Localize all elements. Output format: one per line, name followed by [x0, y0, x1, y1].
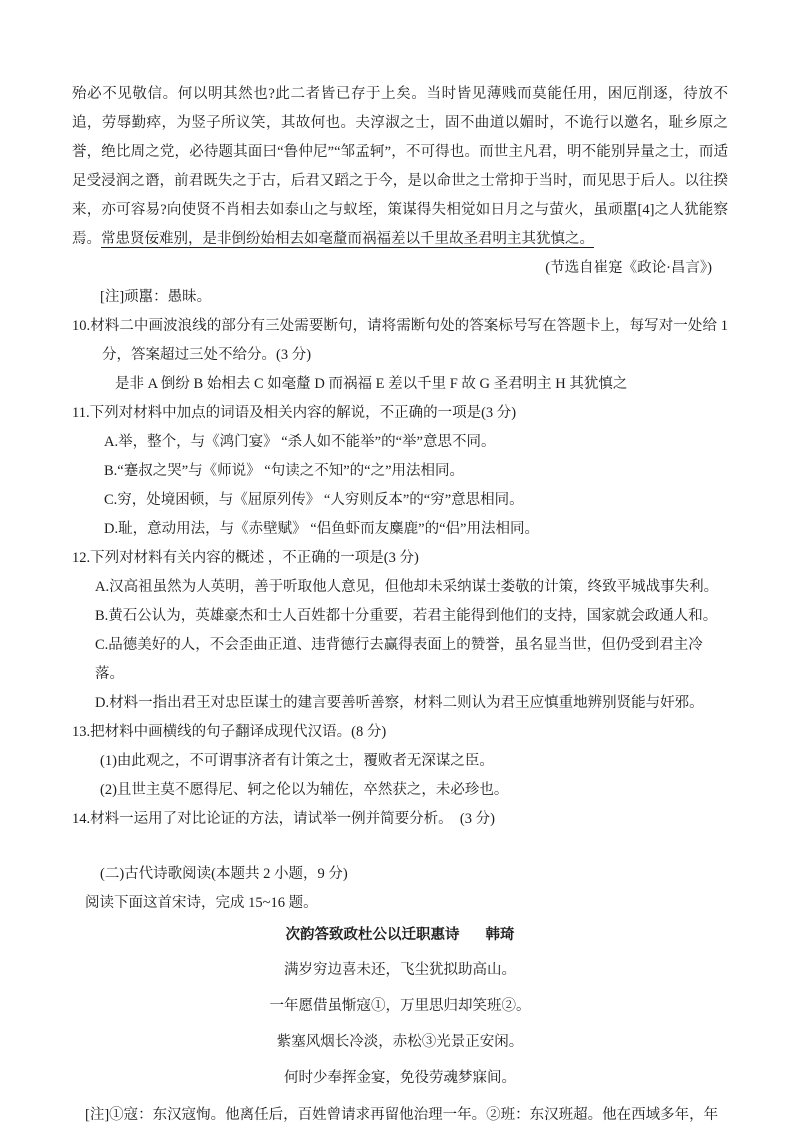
- poem-author: 韩琦: [485, 927, 515, 943]
- poem-line-3: 紫塞风烟长冷淡，赤松③光景正安闲。: [276, 1034, 524, 1050]
- question-13-part-2: (2)且世主莫不愿得尼、轲之伦以为辅佐，卒然获之，未必珍也。: [100, 782, 509, 798]
- question-11-option-d: D.耻，意动用法，与《赤壁赋》 “侣鱼虾而友麋鹿”的“侣”用法相同。: [104, 521, 539, 537]
- poetry-section-heading: (二)古代诗歌阅读(本题共 2 小题，9 分): [100, 866, 348, 882]
- question-11-option-b: B.“蹇叔之哭”与《师说》 “句读之不知”的“之”用法相同。: [104, 463, 465, 479]
- passage-paragraph: [72, 80, 728, 254]
- poem-footnote: [注]①寇：东汉寇恂。他离任后，百姓曾请求再留他治理一年。②班：东汉班超。他在西域多年，年: [85, 1107, 719, 1123]
- poetry-section: [72, 860, 728, 1130]
- passage-marked-sentence: 常患贤佞难别，是非倒纷始相去如毫釐而祸福差以千里故圣君明主其犹慎之。: [101, 231, 594, 247]
- question-12-option-c: C.品德美好的人，不会歪曲正道、违背德行去赢得表面上的赞誉，虽名显当世，但仍受到君主冷落。: [95, 637, 703, 682]
- poem-line-2: 一年愿借虽惭寇①，万里思归却笑班②。: [269, 998, 531, 1014]
- question-13-stem: 13.把材料中画横线的句子翻译成现代汉语。(8 分): [72, 724, 387, 740]
- question-13-part-1: (1)由此观之，不可谓事济者有计策之士，覆败者无深谋之臣。: [100, 753, 494, 769]
- question-11-option-c: C.穷，处境困顿，与《屈原列传》 “人穷则反本”的“穷”意思相同。: [104, 492, 524, 508]
- question-12-option-d: D.材料一指出君王对忠臣谋士的建言要善听善察，材料二则认为君王应慎重地辨别贤能与奸邪。: [95, 695, 704, 711]
- passage-source-attribution: (节选自崔寔《政论·昌言》): [545, 260, 712, 276]
- question-10: [72, 312, 728, 399]
- question-11-option-a: A.举，整个，与《鸿门宴》 “杀人如不能举”的“举”意思不同。: [104, 434, 496, 450]
- question-10-stem: 10.材料二中画波浪线的部分有三处需要断句，请将需断句处的答案标号写在答题卡上，每写对一处给 1分，答案超过三处不给分。(3 分): [72, 318, 728, 363]
- poem-body: [72, 952, 728, 1096]
- poem-line-4: 何时少奉挥金宴，免役劳魂梦寐间。: [284, 1070, 516, 1086]
- question-12-option-b: B.黄石公认为，英雄豪杰和士人百姓都十分重要，若君主能得到他们的支持，国家就会政通人和。: [95, 608, 718, 624]
- question-12-stem: 12.下列对材料有关内容的概述 ，不正确的一项是(3 分): [72, 550, 419, 566]
- question-13: [72, 718, 728, 805]
- poem-title-row: [72, 921, 728, 950]
- question-14: [72, 805, 728, 834]
- question-12-option-a: A.汉高祖虽然为人英明，善于听取他人意见，但他却未采纳谋士娄敬的计策，终致平城战事失利。: [95, 579, 719, 595]
- poem-line-1: 满岁穷边喜未还，飞尘犹拟助高山。: [284, 962, 516, 978]
- poetry-reading-instruction: 阅读下面这首宋诗，完成 15~16 题。: [85, 895, 318, 911]
- question-11-stem: 11.下列对材料中加点的词语及相关内容的解说，不正确的一项是(3 分): [72, 405, 517, 421]
- question-14-stem: 14.材料一运用了对比论证的方法，请试举一例并简要分析。 (3 分): [72, 811, 495, 827]
- question-12: [72, 544, 728, 718]
- poem-title: 次韵答致政杜公以迁职惠诗: [285, 927, 460, 943]
- question-11: [72, 399, 728, 544]
- passage-text: 殆必不见敬信。何以明其然也?此二者皆已存于上矣。当时皆见薄贱而莫能任用，困厄削逐，待放不追，劳辱勤瘁，为竖子所议笑，其故何也。夫淳淑之士，固不曲道以媚时，不诡行以邀名，耻乡原之誉，绝比周之党，必待题其面曰“鲁仲尼”“邹孟轲”，不可得也。而世主凡君，明不能别异量之士，而适足受浸润之谮，前君既失之于古，后君又蹈之于今，是以命世之士常抑于当时，而见思于后人。以往揆来，亦可容易?向使贤不肖相去如泰山之与蚁垤，策谋得失相觉如日月之与萤火，虽顽嚚[4]之人犹能察焉。: [72, 86, 728, 247]
- passage-footnote: [注]顽嚚：愚昧。: [100, 289, 212, 305]
- question-10-segmentation-options: 是非 A 倒纷 B 始相去 C 如毫釐 D 而祸福 E 差以千里 F 故 G 圣君明主 H 其犹慎之: [115, 376, 628, 392]
